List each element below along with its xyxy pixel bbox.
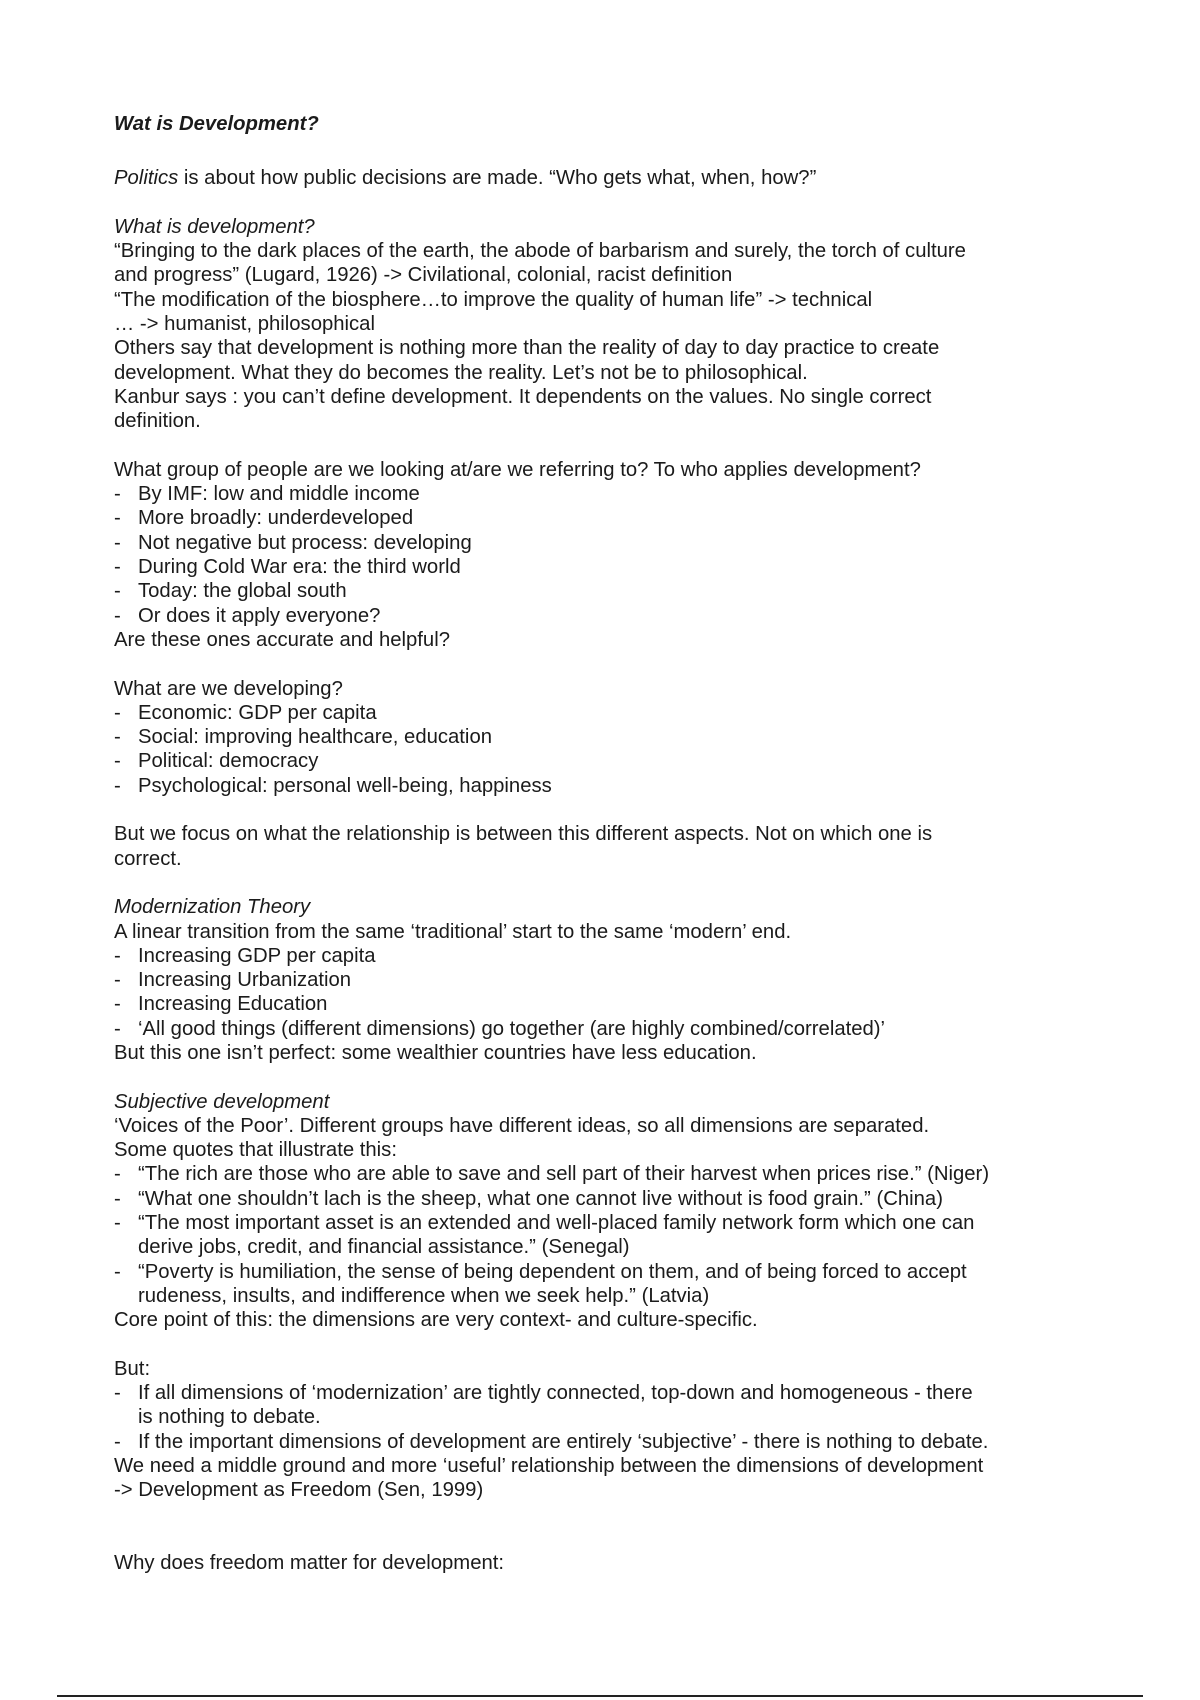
list-item: - Psychological: personal well-being, happiness [114, 774, 552, 797]
freedom-question: Why does freedom matter for development: [114, 1552, 505, 1575]
but-lead: But: [114, 1357, 151, 1380]
list-item: - More broadly: underdeveloped [114, 507, 414, 530]
list-item: - Increasing Urbanization [114, 969, 352, 992]
focus-line: But we focus on what the relationship is between this different aspects. Not on which one is [114, 823, 933, 846]
definition-line: and progress” (Lugard, 1926) -> Civilational, colonial, racist definition [114, 264, 733, 287]
politics-text: is about how public decisions are made. “Who gets what, when, how?” [178, 167, 817, 190]
definition-line: “The modification of the biosphere…to improve the quality of human life” -> technical [114, 288, 873, 311]
quote-item: - “What one shouldn’t lach is the sheep, what one cannot live without is food grain.” (China) [114, 1187, 943, 1210]
list-item: - ‘All good things (different dimensions) go together (are highly combined/correlated)’ [114, 1017, 886, 1040]
focus-line: correct. [114, 847, 182, 870]
definition-line: … -> humanist, philosophical [114, 313, 375, 336]
modernization-closing: But this one isn’t perfect: some wealthier countries have less education. [114, 1041, 757, 1064]
definition-line: development. What they do becomes the reality. Let’s not be to philosophical. [114, 361, 808, 384]
list-item: - Today: the global south [114, 580, 347, 603]
list-item: - Political: democracy [114, 750, 319, 773]
quote-item: - “The most important asset is an extended and well-placed family network form which one can derive jobs, credit, and financial assistance.” (Senegal) [114, 1212, 975, 1259]
developing-question: What are we developing? [114, 677, 343, 700]
list-item: - Economic: GDP per capita [114, 701, 377, 724]
list-item: - Or does it apply everyone? [114, 604, 381, 627]
list-item: - During Cold War era: the third world [114, 556, 461, 579]
definition-line: Others say that development is nothing more than the reality of day to day practice to create [114, 337, 940, 360]
subjective-intro: Some quotes that illustrate this: [114, 1139, 397, 1162]
list-item: - If the important dimensions of development are entirely ‘subjective’ - there is nothing to debate. [114, 1430, 989, 1453]
document-page [114, 112, 1114, 1576]
subjective-closing: Core point of this: the dimensions are very context- and culture-specific. [114, 1309, 758, 1332]
quote-item: - “Poverty is humiliation, the sense of being dependent on them, and of being forced to accept rudeness, insults, and indifference when we seek help.” (Latvia) [114, 1260, 967, 1307]
list-item: - If all dimensions of ‘modernization’ are tightly connected, top-down and homogeneous - there is nothing to debate. [114, 1382, 973, 1429]
list-item: - Increasing GDP per capita [114, 944, 376, 967]
page-divider [57, 1695, 1143, 1697]
politics-term: Politics [114, 167, 179, 190]
definition-heading: What is development? [114, 215, 315, 238]
list-item: - Increasing Education [114, 993, 328, 1016]
groups-closing: Are these ones accurate and helpful? [114, 628, 450, 651]
but-line: -> Development as Freedom (Sen, 1999) [114, 1479, 484, 1502]
list-item: - By IMF: low and middle income [114, 483, 420, 506]
definition-line: definition. [114, 410, 201, 433]
definition-line: Kanbur says : you can’t define development. It dependents on the values. No single correct [114, 385, 932, 408]
page-title: Wat is Development? [114, 113, 319, 135]
quote-item: - “The rich are those who are able to save and sell part of their harvest when prices rise.” (Niger) [114, 1163, 990, 1186]
modernization-heading: Modernization Theory [114, 896, 311, 919]
groups-question: What group of people are we looking at/are we referring to? To who applies development? [114, 458, 921, 481]
list-item: - Not negative but process: developing [114, 531, 472, 554]
subjective-intro: ‘Voices of the Poor’. Different groups have different ideas, so all dimensions are separated. [114, 1114, 930, 1137]
list-item: - Social: improving healthcare, education [114, 726, 493, 749]
politics-paragraph [114, 166, 1114, 190]
modernization-intro: A linear transition from the same ‘traditional’ start to the same ‘modern’ end. [114, 920, 792, 943]
definition-line: “Bringing to the dark places of the earth, the abode of barbarism and surely, the torch of culture [114, 240, 966, 263]
subjective-heading: Subjective development [114, 1090, 330, 1113]
but-line: We need a middle ground and more ‘useful’ relationship between the dimensions of development [114, 1455, 984, 1478]
